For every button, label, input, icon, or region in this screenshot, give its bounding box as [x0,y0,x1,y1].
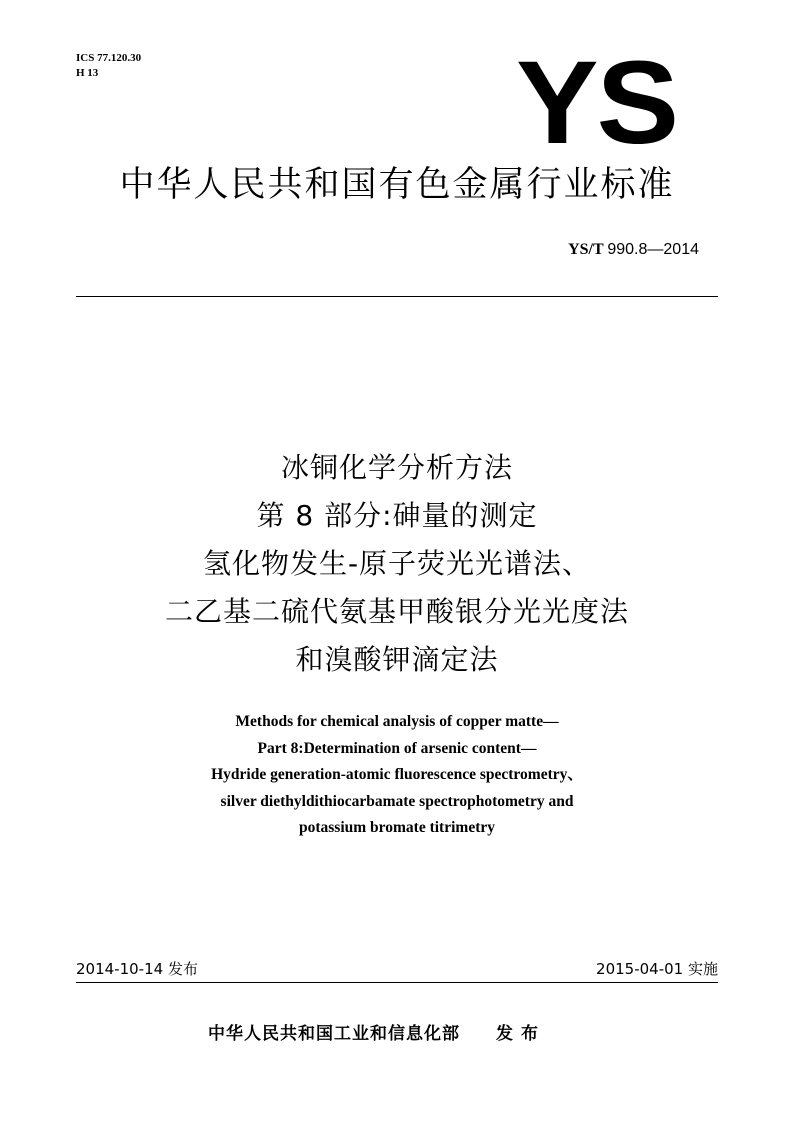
top-divider [76,296,718,297]
implementation-date: 2015-04-01 实施 [596,960,718,978]
publisher-line [208,1023,546,1045]
title-en-line: Hydride generation-atomic fluorescence spectrometry、 [211,766,583,783]
org-title: 中华人民共和国有色金属行业标准 [119,165,675,205]
title-en-line: Part 8:Determination of arsenic content— [257,739,537,757]
publisher-name: 中华人民共和国工业和信息化部 [208,1024,460,1044]
ys-logo: YS [516,37,678,169]
standard-number [568,240,699,260]
ics-code: ICS 77.120.30 [76,52,142,64]
title-cn-line: 二乙基二硫代氨基甲酸银分光光度法 [164,595,629,628]
classification-codes [76,51,141,81]
publisher-action: 发布 [496,1024,546,1044]
title-english [0,709,794,842]
title-cn-line: 第 8 部分:砷量的测定 [256,499,538,532]
title-cn-line: 氢化物发生-原子荧光光谱法、 [202,547,592,580]
standard-code: 990.8—2014 [607,241,699,258]
title-en-line: potassium bromate titrimetry [298,819,495,836]
standard-prefix: YS/T [568,241,604,258]
bottom-divider [76,982,718,983]
title-cn-line: 和溴酸钾滴定法 [295,643,499,676]
title-en-line: Methods for chemical analysis of copper matte— [235,713,559,730]
ccs-code: H 13 [76,67,99,79]
title-en-line: silver diethyldithiocarbamate spectrophotometry and [220,792,574,810]
title-cn-line: 冰铜化学分析方法 [280,451,513,484]
title-chinese [0,444,794,684]
issue-date: 2014-10-14 发布 [76,960,198,978]
